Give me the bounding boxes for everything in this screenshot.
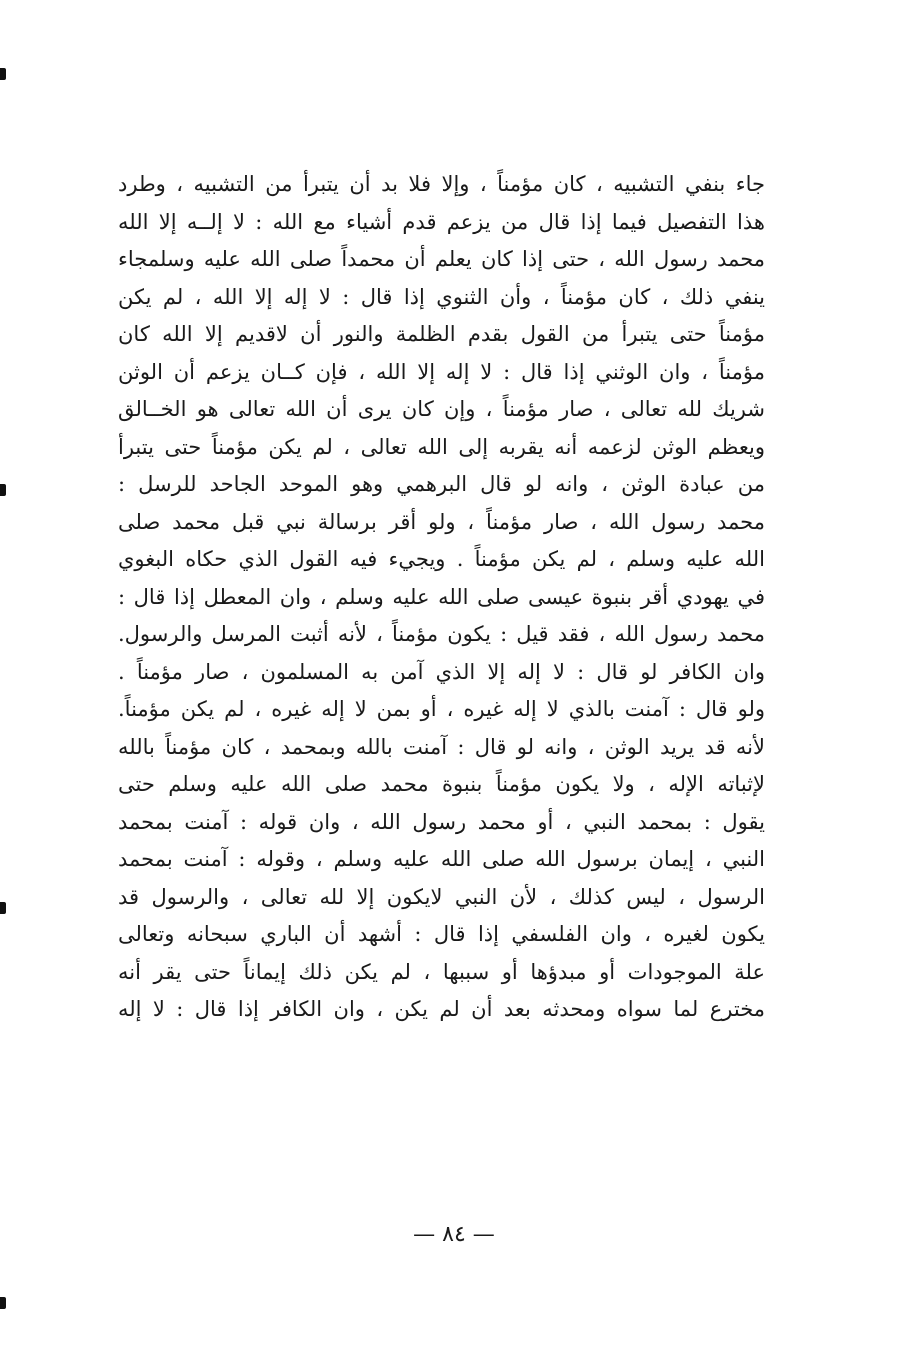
text-line: جاء بنفي التشبيه ، كان مؤمناً ، وإلا فلا بد أن يتبرأ من التشبيه ، وطرد [118, 172, 765, 196]
text-line: يكون لغيره ، وان الفلسفي إذا قال : أشهد أن الباري سبحانه وتعالى [118, 922, 765, 946]
text-line: لأنه قد يريد الوثن ، وانه لو قال : آمنت بالله وبمحمد ، كان مؤمناً بالله [118, 734, 765, 759]
text-line: شريك لله تعالى ، صار مؤمناً ، وإن كان يرى أن الله تعالى هو الخــالق [118, 397, 765, 421]
binding-mark-lower-middle [0, 902, 6, 914]
text-line: في يهودي أقر بنبوة عيسى صلى الله عليه وسلم ، وان المعطل إذا قال : [118, 584, 765, 609]
text-line: علة الموجودات أو مبدؤها أو سببها ، لم يكن ذلك إيماناً حتى يقر أنه [118, 959, 765, 984]
text-line: مؤمناً ، وان الوثني إذا قال : لا إله إلا الله ، فإن كــان يزعم أن الوثن [118, 359, 765, 384]
binding-mark-top [0, 68, 6, 80]
text-line: محمد رسول الله ، فقد قيل : يكون مؤمناً ، لأنه أثبت المرسل والرسول. [118, 622, 765, 646]
text-line: محمد رسول الله ، صار مؤمناً ، ولو أقر برسالة نبي قبل محمد صلى [118, 509, 765, 534]
text-line: محمد رسول الله ، حتى إذا كان يعلم أن محمداً صلى الله عليه وسلمجاء [118, 247, 765, 271]
body-text [118, 166, 765, 1029]
text-line: يقول : بمحمد النبي ، أو محمد رسول الله ، وان قوله : آمنت بمحمد [118, 809, 765, 834]
text-line: مخترع لما سواه ومحدثه بعد أن لم يكن ، وان الكافر إذا قال : لا إله [118, 997, 765, 1021]
text-line: من عبادة الوثن ، وانه لو قال البرهمي وهو الموحد الجاحد للرسل : [118, 472, 765, 496]
text-line: ينفي ذلك ، كان مؤمناً ، وأن الثنوي إذا قال : لا إله إلا الله ، لم يكن [118, 284, 765, 309]
text-line: وان الكافر لو قال : لا إله إلا الذي آمن به المسلمون ، صار مؤمناً . [118, 659, 765, 684]
text-line: لإثباته الإله ، ولا يكون مؤمناً بنبوة محمد صلى الله عليه وسلم حتى [118, 772, 765, 796]
binding-mark-bottom [0, 1297, 6, 1309]
binding-mark-upper-middle [0, 484, 6, 496]
text-line: هذا التفصيل فيما إذا قال من يزعم قدم أشياء مع الله : لا إلــه إلا الله [118, 209, 765, 234]
text-line: ولو قال : آمنت بالذي لا إله غيره ، أو بمن لا إله غيره ، لم يكن مؤمناً. [118, 697, 765, 721]
text-line: الرسول ، ليس كذلك ، لأن النبي لايكون إلا لله تعالى ، والرسول قد [118, 884, 765, 909]
text-line: النبي ، إيمان برسول الله صلى الله عليه وسلم ، وقوله : آمنت بمحمد [118, 847, 765, 871]
text-line: ويعظم الوثن لزعمه أنه يقربه إلى الله تعالى ، لم يكن مؤمناً حتى يتبرأ [118, 434, 765, 459]
text-line: الله عليه وسلم ، لم يكن مؤمناً . ويجيء فيه القول الذي حكاه البغوي [118, 547, 765, 571]
page-number: — ٨٤ — [413, 1222, 495, 1247]
text-line: مؤمناً حتى يتبرأ من القول بقدم الظلمة والنور أن لاقديم إلا الله كان [118, 322, 765, 346]
